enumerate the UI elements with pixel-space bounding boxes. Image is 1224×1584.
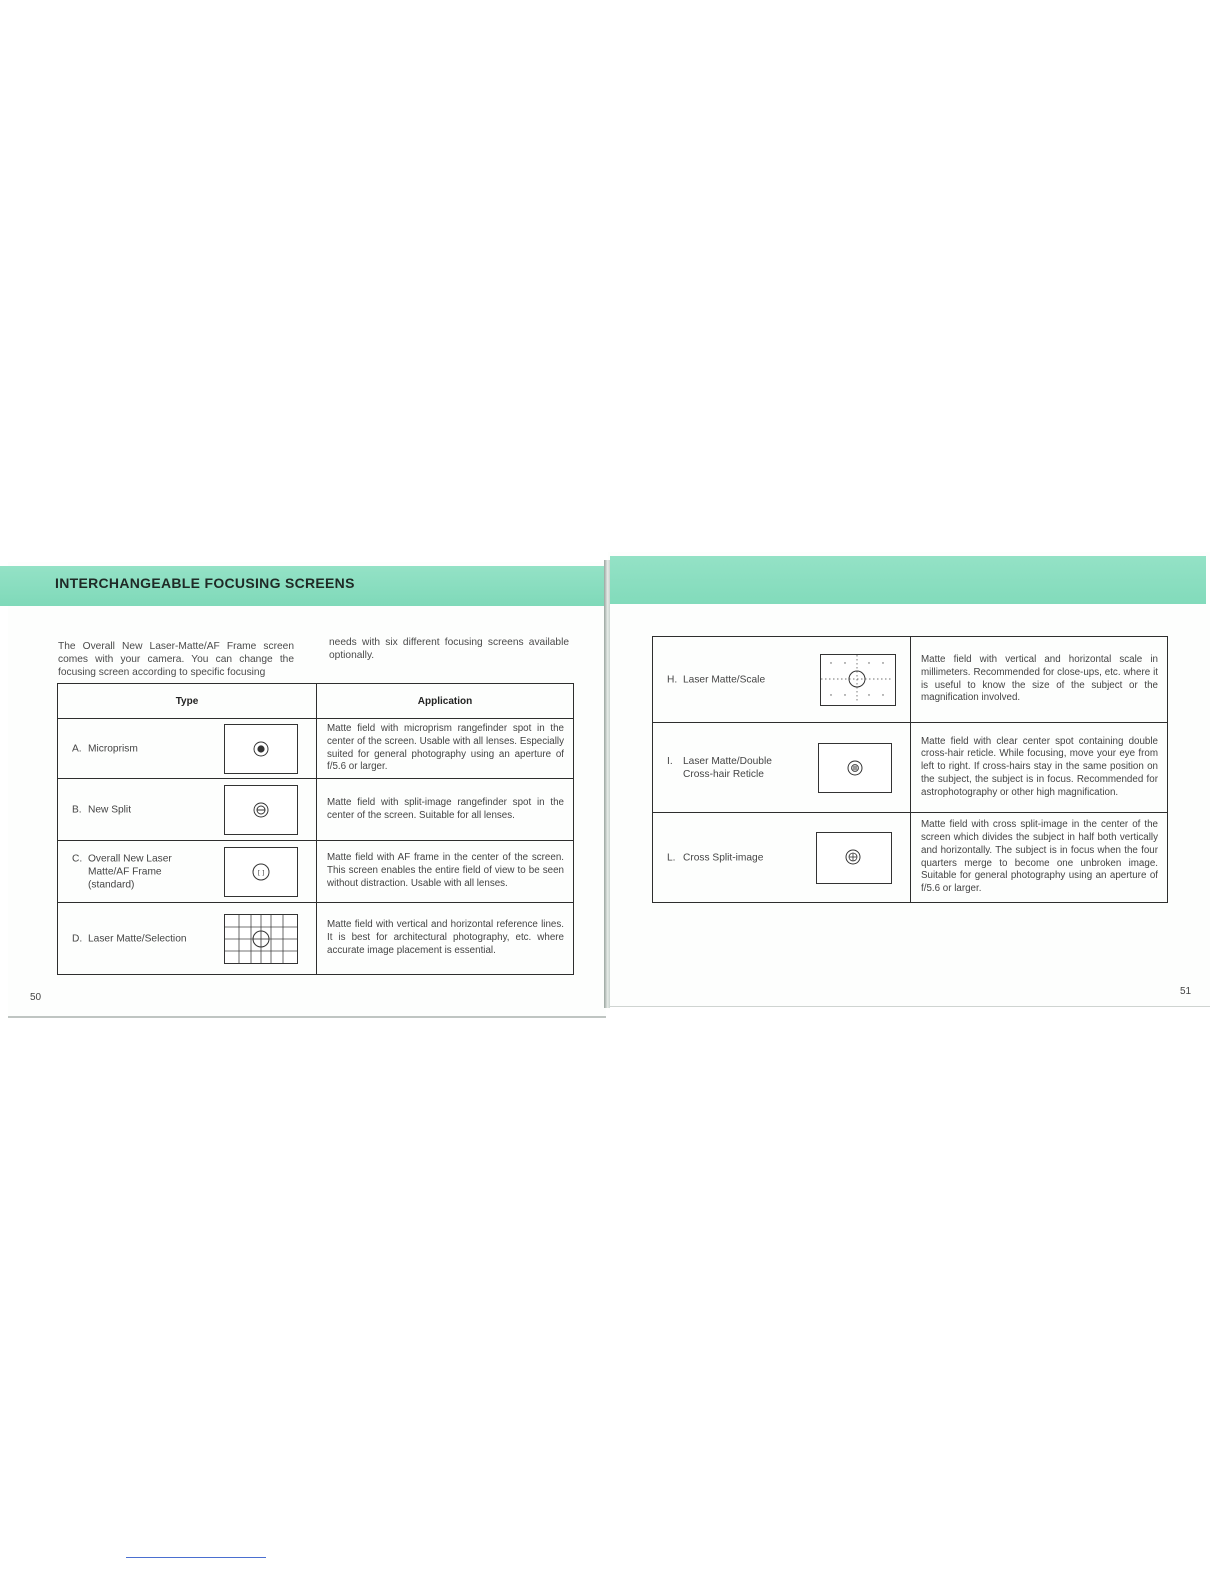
screen-type-label <box>72 932 187 945</box>
type-column-header: Type <box>58 684 317 719</box>
type-cell <box>653 637 911 723</box>
scale-screen-icon <box>820 654 896 706</box>
screen-letter: H. <box>667 674 678 685</box>
screen-name-line: (standard) <box>88 879 135 891</box>
screen-letter: L. <box>667 852 676 863</box>
table-row <box>653 813 1168 903</box>
screen-name: Cross Split-image <box>683 852 764 863</box>
focusing-screens-table-left <box>57 683 574 975</box>
cross-split-screen-icon <box>816 832 892 884</box>
application-cell: Matte field with AF frame in the center of the screen. This screen enables the entire field of view to be seen without distraction. Usable with all lenses. <box>317 841 574 903</box>
screen-letter: C. <box>72 853 83 865</box>
screen-name: Laser Matte/Selection <box>88 933 187 945</box>
screen-name: Overall New Laser <box>88 853 172 865</box>
table-row <box>653 637 1168 723</box>
table-row <box>58 903 574 975</box>
application-cell: Matte field with cross split-image in the center of the screen which divides the subject in half both vertically and horizontally. The subject is in focus when the four quarters merge to become one unbroken image. Suitable for general photography using an aperture of f/5.6 or larger. <box>911 813 1168 903</box>
header-band-right <box>610 556 1206 604</box>
screen-name: Laser Matte/Scale <box>683 674 766 685</box>
screen-type-label <box>667 755 772 781</box>
table-row <box>58 779 574 841</box>
footer-link-underline <box>126 1557 266 1558</box>
svg-text:[ ]: [ ] <box>257 869 265 877</box>
grid-screen-icon <box>224 914 298 964</box>
screen-letter: A. <box>72 743 82 755</box>
application-cell: Matte field with clear center spot containing double cross-hair reticle. While focusing, move your eye from left to right. If cross-hairs stay in the same position on the subject, the subject is in focus. Recommended for astrophotography or other high magnification. <box>911 723 1168 813</box>
screen-type-label <box>667 673 765 686</box>
screen-name-line: Matte/AF Frame <box>88 866 162 878</box>
type-cell <box>653 723 911 813</box>
application-cell: Matte field with microprism rangefinder spot in the center of the screen. Usable with all lenses. Especially suited for general photography using an aperture of f/5.6 or larger. <box>317 719 574 779</box>
screen-name: Microprism <box>88 743 138 755</box>
intro-column-1: The Overall New Laser-Matte/AF Frame screen comes with your camera. You can change the focusing screen according to specific focusing <box>58 641 294 678</box>
screen-name: Laser Matte/Double <box>683 755 772 767</box>
af-frame-screen-icon <box>224 847 298 897</box>
screen-letter: D. <box>72 933 83 945</box>
microprism-screen-icon <box>224 724 298 774</box>
page-number-right: 51 <box>1180 986 1192 997</box>
table-row <box>653 723 1168 813</box>
screen-name: New Split <box>88 804 132 816</box>
screen-letter: I. <box>667 755 673 767</box>
screen-type-label <box>72 852 172 891</box>
intro-column-2: needs with six different focusing screens available optionally. <box>329 637 569 661</box>
split-image-screen-icon <box>224 785 298 835</box>
focusing-screens-table-right <box>652 636 1168 903</box>
screen-type-label <box>72 803 131 816</box>
table-row <box>58 719 574 779</box>
section-title: INTERCHANGEABLE FOCUSING SCREENS <box>55 575 355 591</box>
application-column-header: Application <box>317 684 574 719</box>
application-cell: Matte field with vertical and horizontal scale in millimeters. Recommended for close-ups, etc. where it is useful to know the size of the subject or the magnification involved. <box>911 637 1168 723</box>
screen-type-label <box>667 851 763 864</box>
page-gutter <box>604 560 610 1008</box>
page-number-left: 50 <box>30 992 42 1003</box>
crosshair-screen-icon <box>818 743 892 793</box>
application-cell: Matte field with split-image rangefinder spot in the center of the screen. Suitable for all lenses. <box>317 779 574 841</box>
screen-letter: B. <box>72 804 82 816</box>
type-cell <box>58 903 317 975</box>
screen-type-label <box>72 742 138 755</box>
type-cell <box>653 813 911 903</box>
type-cell <box>58 719 317 779</box>
screen-name-line: Cross-hair Reticle <box>683 768 764 780</box>
table-row <box>58 841 574 903</box>
type-cell <box>58 841 317 903</box>
application-cell: Matte field with vertical and horizontal reference lines. It is best for architectural photography, etc. where accurate image placement is essential. <box>317 903 574 975</box>
table-header-row <box>58 684 574 719</box>
type-cell <box>58 779 317 841</box>
